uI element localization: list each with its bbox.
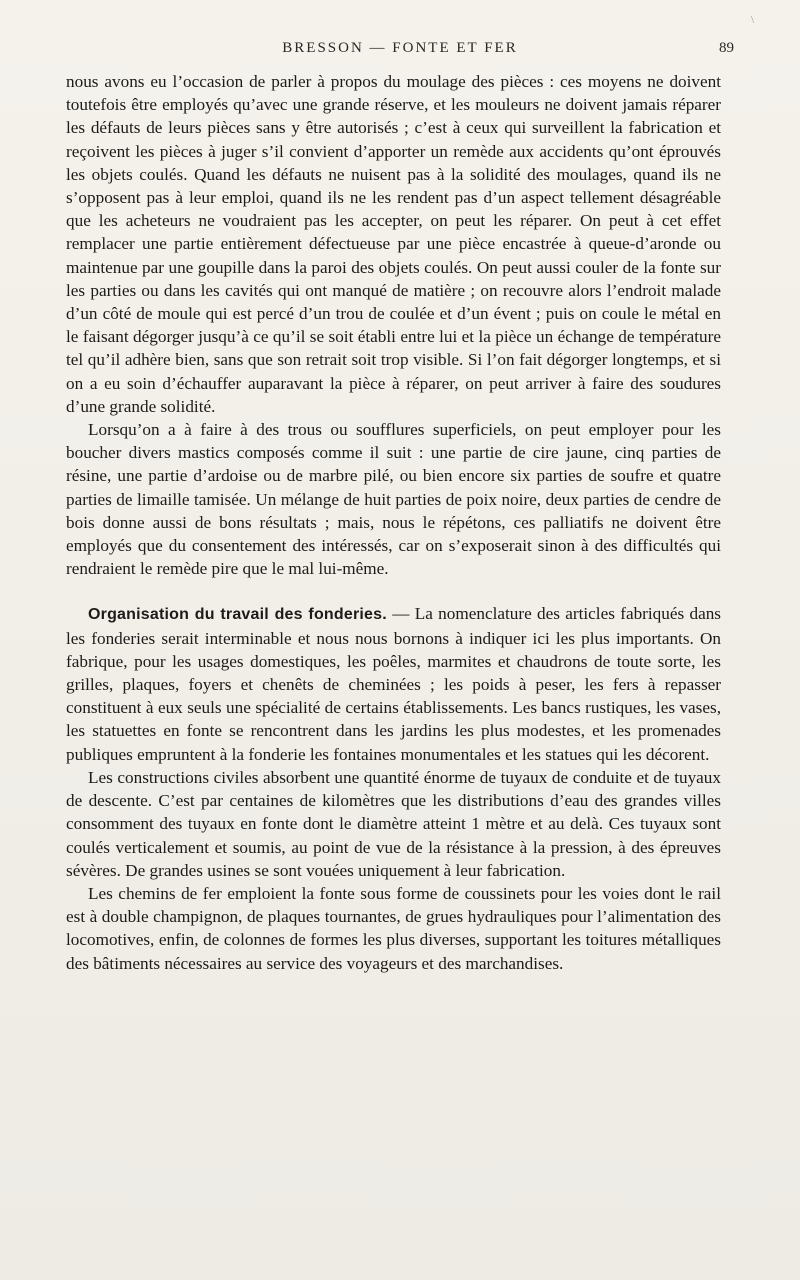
body-text (66, 70, 721, 975)
section-title: Organisation du travail des fonderies. (88, 606, 387, 624)
page-header (66, 40, 734, 64)
paragraph-railways: Les chemins de fer emploient la fonte sous forme de coussinets pour les voies dont le rail est à double champignon, de plaques tournantes, de grues hydrauliques pour l’alimentation des locomotives, enfin, de colonnes de formes les plus diverses, supportant les toitures métalliques des bâtiments nécessaires au service des voyageurs et des marchandises. (66, 883, 721, 973)
running-head: BRESSON — FONTE ET FER (282, 40, 518, 56)
paragraph-pipes: Les constructions civiles absorbent une quantité énorme de tuyaux de conduite et de tuyaux de descente. C’est par centaines de kilomètres que les distributions d’eau des grandes villes consomment des tuyaux en fonte dont le diamètre atteint 1 mètre et au delà. Ces tuyaux sont coulés verticalement et soumis, au point de vue de la résistance à la pression, à des épreuves sévères. De grandes usines se sont vouées uniquement à leur fabrication. (66, 767, 721, 880)
paragraph-mastics: Lorsqu’on a à faire à des trous ou soufflures superficiels, on peut employer pour les boucher divers mastics composés comme il suit : une partie de cire jaune, cinq parties de résine, une partie d’ardoise ou de marbre pilé, ou bien encore six parties de soufre et quatre parties de limaille tamisée. Un mélange de huit parties de poix noire, deux parties de cendre de bois donne aussi de bons résultats ; mais, nous le répétons, ces palliatifs ne doivent être employés que du consentement des intéressés, car on s’exposerait sinon à des difficultés qui rendraient le remède pire que le mal lui-même. (66, 420, 721, 579)
paragraph-casting-repairs: nous avons eu l’occasion de parler à propos du moulage des pièces : ces moyens ne doivent toutefois être employés qu’avec une grande réserve, et les mouleurs ne doivent jamais réparer les défauts de leurs pièces sans y être autorisés ; c’est à ceux qui surveillent la fabrication et reçoivent les pièces à juger s’il convient d’apporter un remède aux accidents qu’ont éprouvés les objets coulés. Quand les défauts ne nuisent pas à la solidité des moulages, quand ils ne s’opposent pas à leur emploi, quand ils ne les rendent pas d’un aspect tellement désagréable que les acheteurs ne voudraient pas les accepter, on peut les réparer. On peut à cet effet remplacer une partie entièrement défectueuse par une pièce encastrée à queue-d’aronde ou maintenue par une goupille dans la paroi des objets coulés. On peut aussi couler de la fonte sur les parties ou dans les cavités qui ont manqué de matière ; on recouvre alors l’endroit malade d’un côté de moule qui est percé d’un trou de coulée et d’un évent ; puis on coule le métal en le faisant dégorger jusqu’à ce qu’il se soit établi entre lui et la pièce un échange de température tel qu’il adhère bien, sans que son retrait soit trop visible. Si l’on fait dégorger longtemps, et si on a eu soin d’échauffer auparavant la pièce à réparer, on peut arriver à faire des soudures d’une grande solidité. (66, 72, 721, 416)
page-number: 89 (719, 40, 734, 56)
corner-mark: \ (750, 14, 754, 26)
paragraph-organisation-text: — La nomenclature des articles fabriqués dans les fonderies serait interminable et nous nous bornons à indiquer ici les plus importants. On fabrique, pour les usages domestiques, les poêles, marmites et chaudrons de toute sorte, les grilles, plaques, foyers et chenêts de cheminées ; les poids à peser, les fers à repasser constituent à eux seuls une spécialité de certains établissements. Les bancs rustiques, les vases, les statuettes en fonte se rencontrent dans les jardins les plus modestes, et les promenades publiques empruntent à la fonderie les fontaines monumentales et les statues qui les décorent. (66, 604, 721, 764)
paragraph-organisation (66, 602, 721, 765)
